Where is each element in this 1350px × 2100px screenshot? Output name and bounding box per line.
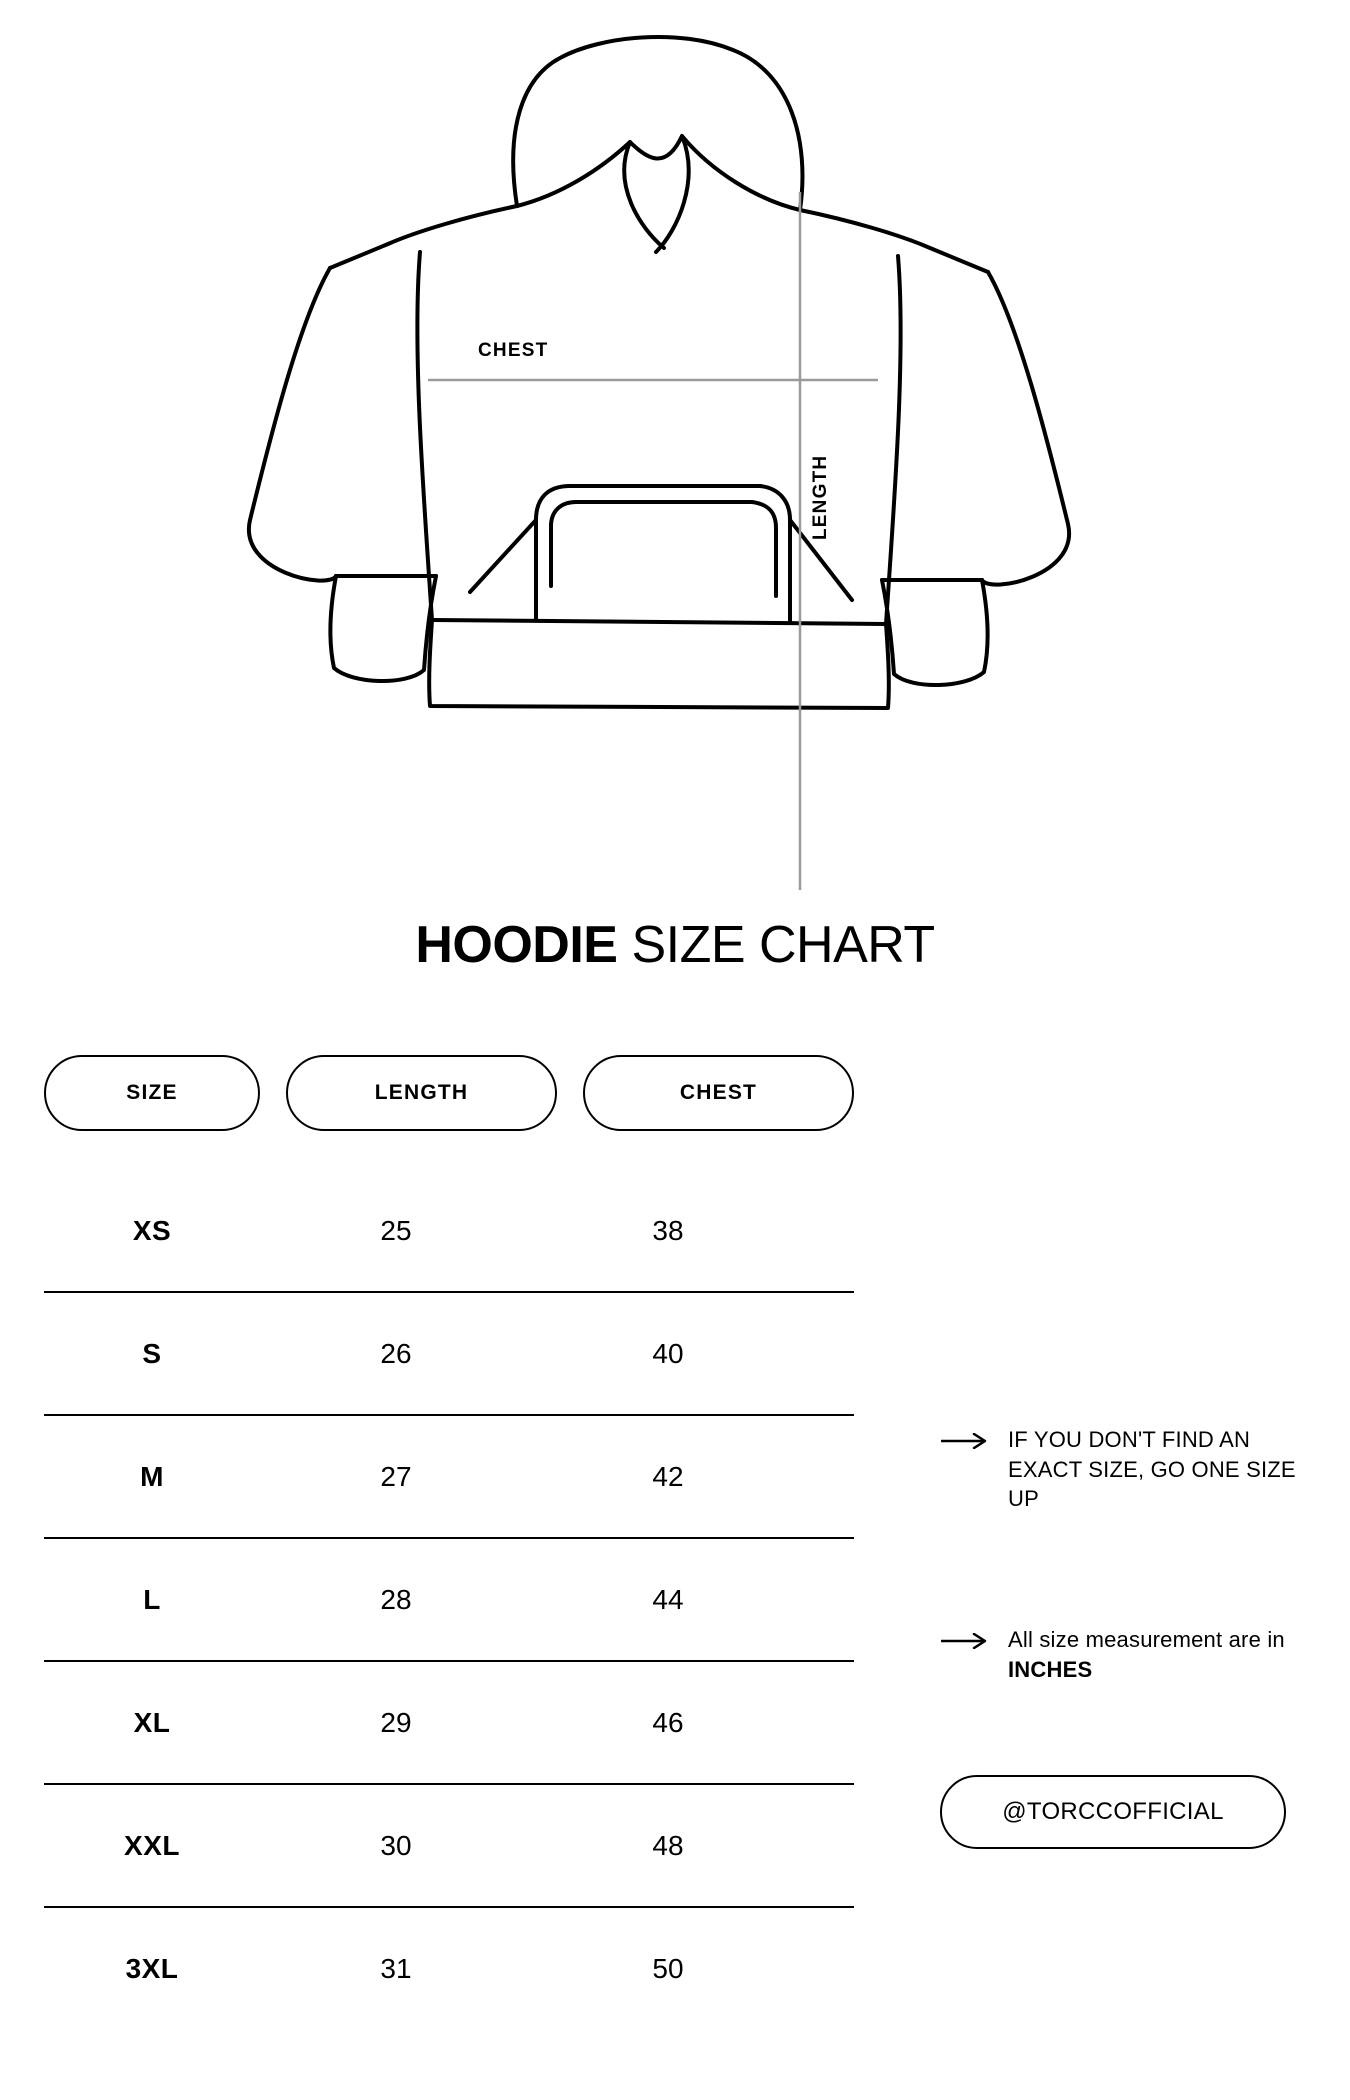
table-row: [44, 1293, 854, 1416]
note-text-units: [1008, 1625, 1320, 1684]
arrow-right-icon: [940, 1633, 988, 1649]
column-header-chest: CHEST: [583, 1055, 854, 1131]
cell-chest: 46: [652, 1706, 684, 1738]
cell-size: 3XL: [125, 1952, 179, 1984]
column-header-size: SIZE: [44, 1055, 260, 1131]
table-row: [44, 1539, 854, 1662]
page-title: [0, 915, 1350, 975]
cell-chest: 40: [652, 1337, 684, 1369]
table-row: [44, 1416, 854, 1539]
note-units: [940, 1625, 1320, 1684]
column-header-length: LENGTH: [286, 1055, 557, 1131]
cell-size: XL: [133, 1706, 171, 1738]
cell-chest: 38: [652, 1214, 684, 1246]
cell-length: 25: [380, 1214, 412, 1246]
note-text-units-bold: INCHES: [1008, 1656, 1093, 1682]
cell-length: 30: [380, 1829, 412, 1861]
table-row: [44, 1785, 854, 1908]
cell-length: 27: [380, 1460, 412, 1492]
note-size-up: [940, 1425, 1320, 1514]
cell-size: S: [142, 1337, 162, 1369]
cell-chest: 42: [652, 1460, 684, 1492]
cell-chest: 48: [652, 1829, 684, 1861]
table-header: [44, 1055, 854, 1131]
cell-size: L: [143, 1583, 161, 1615]
length-label: LENGTH: [810, 454, 831, 540]
chest-label: CHEST: [478, 340, 549, 361]
cell-length: 28: [380, 1583, 412, 1615]
cell-size: XXL: [124, 1829, 180, 1861]
cell-length: 26: [380, 1337, 412, 1369]
table-row: [44, 1908, 854, 2029]
title-light: SIZE CHART: [617, 916, 935, 974]
table-row: [44, 1170, 854, 1293]
table-row: [44, 1662, 854, 1785]
note-text: IF YOU DON'T FIND AN EXACT SIZE, GO ONE SIZE UP: [1008, 1427, 1296, 1512]
social-handle-badge[interactable]: @TORCCOFFICIAL: [940, 1775, 1286, 1849]
cell-length: 31: [380, 1952, 412, 1984]
hoodie-illustration: [0, 20, 1350, 890]
arrow-right-icon: [940, 1433, 988, 1449]
note-text-units-prefix: All size measurement are in: [1008, 1627, 1285, 1652]
cell-length: 29: [380, 1706, 412, 1738]
cell-chest: 44: [652, 1583, 684, 1615]
cell-size: M: [140, 1460, 164, 1492]
title-bold: HOODIE: [415, 916, 618, 974]
cell-chest: 50: [652, 1952, 684, 1984]
cell-size: XS: [132, 1214, 172, 1246]
size-table: [44, 1170, 854, 2029]
